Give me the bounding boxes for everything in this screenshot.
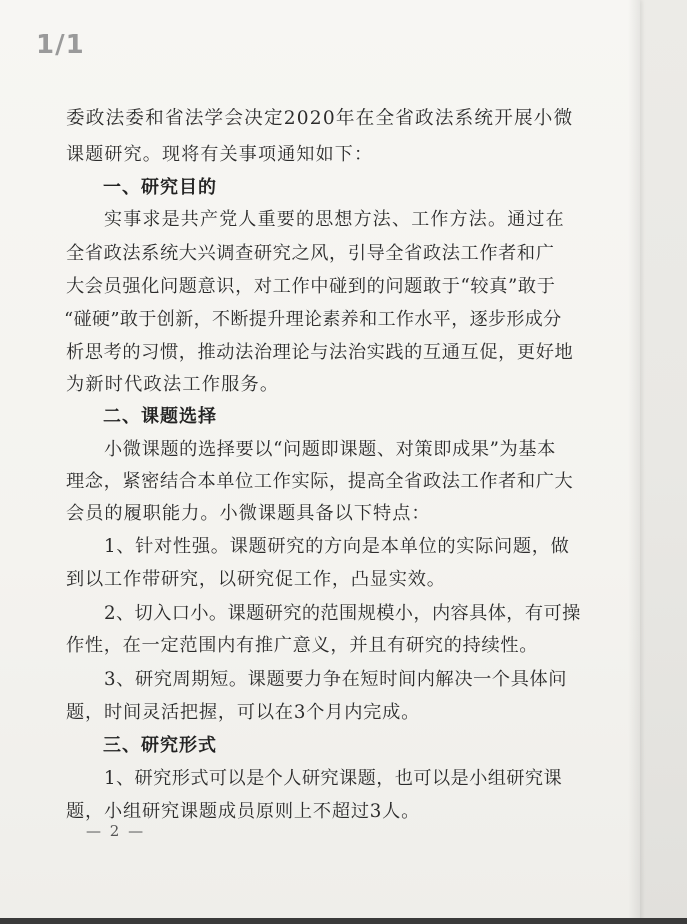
body-line: 到以工作带研究，以研究促工作，凸显实效。 <box>66 569 446 590</box>
body-line: 理念，紧密结合本单位工作实际，提高全省政法工作者和广大 <box>66 471 574 492</box>
section-heading: 一、研究目的 <box>103 177 217 198</box>
body-line: 析思考的习惯，推动法治理论与法治实践的互通互促，更好地 <box>66 342 574 363</box>
body-line: 作性，在一定范围内有推广意义，并且有研究的持续性。 <box>66 635 539 656</box>
body-line: 小微课题的选择要以“问题即课题、对策即成果”为基本 <box>104 439 556 460</box>
body-line: 1、针对性强。课题研究的方向是本单位的实际问题，做 <box>104 536 570 557</box>
section-heading: 二、课题选择 <box>103 406 217 427</box>
bottom-edge-bar <box>0 918 687 924</box>
body-line: 委政法委和省法学会决定2020年在全省政法系统开展小微 <box>66 108 574 129</box>
body-line: 3、研究周期短。课题要力争在短时间内解决一个具体问 <box>104 669 568 690</box>
page-counter: 1/1 <box>36 30 85 60</box>
body-line: 会员的履职能力。小微课题具备以下特点： <box>66 503 431 524</box>
body-line: 题，时间灵活把握，可以在3个月内完成。 <box>66 702 421 723</box>
body-line: 2、切入口小。课题研究的范围规模小，内容具体，有可操 <box>104 603 581 624</box>
page-number: — 2 — <box>86 822 146 840</box>
body-line: 1、研究形式可以是个人研究课题，也可以是小组研究课 <box>104 768 563 789</box>
body-line: 实事求是共产党人重要的思想方法、工作方法。通过在 <box>104 209 565 230</box>
body-line: “碰硬”敢于创新，不断提升理论素养和工作水平，逐步形成分 <box>64 309 562 330</box>
body-line: 课题研究。现将有关事项通知如下： <box>66 144 374 165</box>
section-heading: 三、研究形式 <box>103 735 217 756</box>
body-line: 全省政法系统大兴调查研究之风，引导全省政法工作者和广 <box>66 243 555 264</box>
body-line: 题，小组研究课题成员原则上不超过3人。 <box>66 801 421 822</box>
body-line: 大会员强化问题意识，对工作中碰到的问题敢于“较真”敢于 <box>66 276 556 297</box>
body-line: 为新时代政法工作服务。 <box>66 374 280 395</box>
